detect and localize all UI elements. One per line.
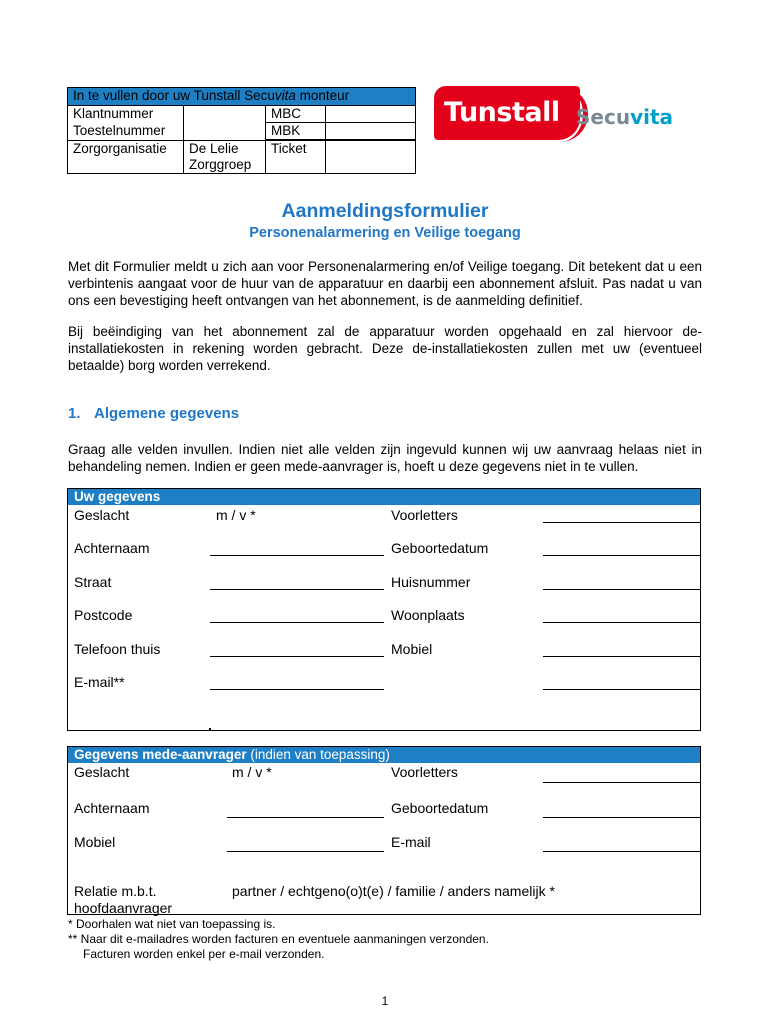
- form-uw-gegevens: [67, 488, 701, 731]
- mbk-field[interactable]: [325, 123, 415, 140]
- huisnummer-label: Huisnummer: [391, 574, 471, 590]
- section-title: Algemene gegevens: [94, 405, 240, 422]
- tunstall-logo-text: Tunstall: [444, 97, 560, 128]
- woonplaats-label: Woonplaats: [391, 607, 465, 623]
- email-label: E-mail**: [74, 674, 125, 690]
- mobiel-field[interactable]: [543, 656, 701, 657]
- header-text-suffix: monteur: [295, 88, 350, 103]
- relatie-label: [74, 883, 172, 917]
- straat-field[interactable]: [210, 589, 384, 590]
- form-header-mede-aanvrager: [68, 747, 700, 763]
- relatie-options[interactable]: partner / echtgeno(o)t(e) / familie / anders namelijk *: [232, 883, 555, 899]
- voorletters-field[interactable]: [543, 522, 701, 523]
- zorgorganisatie-value-line1: De Lelie: [189, 141, 239, 156]
- page-number: 1: [381, 994, 389, 1008]
- achternaam-label-2: Achternaam: [74, 800, 150, 816]
- klantnummer-field[interactable]: [183, 106, 265, 123]
- form-header-text: Gegevens mede-aanvrager: [74, 747, 247, 762]
- secuvita-logo-gray: Secu: [576, 105, 631, 129]
- postcode-label: Postcode: [74, 607, 133, 623]
- telefoon-thuis-label: Telefoon thuis: [74, 641, 161, 657]
- secuvita-logo-blue: vita: [630, 105, 674, 129]
- page-title: Aanmeldingsformulier: [281, 200, 489, 222]
- email-label-2: E-mail: [391, 834, 431, 850]
- info-row-klantnummer: [68, 106, 415, 123]
- geslacht-options-2[interactable]: m / v *: [232, 764, 272, 780]
- mobiel-field-2[interactable]: [227, 851, 384, 852]
- email-field[interactable]: [210, 689, 384, 690]
- intro-paragraph-2: Bij beëindiging van het abonnement zal de apparatuur worden opgehaald en zal hiervoor de-installatiekosten in rekening worden gebracht. Deze de-installatiekosten zullen met uw (eventueel betaalde) borg worden verrekend.: [68, 324, 702, 373]
- achternaam-label: Achternaam: [74, 540, 150, 556]
- geboortedatum-label: Geboortedatum: [391, 540, 489, 556]
- section-number: 1.: [68, 405, 81, 422]
- info-row-zorgorganisatie: [68, 140, 415, 173]
- toestelnummer-label: Toestelnummer: [73, 123, 166, 138]
- toestelnummer-field[interactable]: [183, 123, 265, 140]
- relatie-label-line1: Relatie m.b.t.: [74, 883, 157, 899]
- straat-label: Straat: [74, 574, 112, 590]
- woonplaats-field[interactable]: [543, 622, 701, 623]
- geboortedatum-label-2: Geboortedatum: [391, 800, 489, 816]
- geboortedatum-field[interactable]: [543, 555, 701, 556]
- mbc-label: MBC: [265, 106, 325, 123]
- secuvita-logo-text: [576, 105, 673, 129]
- achternaam-field-2[interactable]: [227, 817, 384, 818]
- postcode-field[interactable]: [210, 622, 384, 623]
- geslacht-label: Geslacht: [74, 507, 130, 523]
- form-header: Uw gegevens: [68, 489, 700, 505]
- info-row-toestelnummer: [68, 123, 415, 140]
- voorletters-label-2: Voorletters: [391, 764, 458, 780]
- voorletters-label: Voorletters: [391, 507, 458, 523]
- header-text: In te vullen door uw Tunstall Secu: [73, 88, 275, 103]
- klantnummer-label: Klantnummer: [73, 106, 154, 121]
- zorgorganisatie-label: Zorgorganisatie: [73, 141, 167, 156]
- page-subtitle: Personenalarmering en Veilige toegang: [249, 225, 521, 241]
- telefoon-thuis-field[interactable]: [210, 656, 384, 657]
- footnote-1: * Doorhalen wat niet van toepassing is.: [68, 917, 276, 931]
- mobiel-label: Mobiel: [391, 641, 433, 657]
- mobiel-label-2: Mobiel: [74, 834, 116, 850]
- email-field-2[interactable]: [543, 851, 701, 852]
- email-extra-field[interactable]: [543, 689, 701, 690]
- section-instructions: Graag alle velden invullen. Indien niet alle velden zijn ingevuld kunnen wij uw aanvraag helaas niet in behandeling nemen. Indien er geen mede-aanvrager is, hoeft u deze gegevens niet in te vullen.: [68, 442, 702, 474]
- zorgorganisatie-value-line2: Zorggroep: [189, 157, 252, 172]
- form-header-note: (indien van toepassing): [246, 747, 390, 762]
- voorletters-field-2[interactable]: [543, 782, 701, 783]
- ticket-label: Ticket: [265, 141, 325, 173]
- installer-info-table: [67, 87, 416, 174]
- footnote-2: ** Naar dit e-mailadres worden facturen en eventuele aanmaningen verzonden.: [68, 932, 489, 946]
- form-divider-dot: [209, 728, 211, 730]
- installer-info-header: [68, 88, 415, 106]
- huisnummer-field[interactable]: [543, 589, 701, 590]
- geslacht-label-2: Geslacht: [74, 764, 130, 780]
- footnote-3: Facturen worden enkel per e-mail verzonden.: [83, 947, 325, 961]
- intro-paragraph-1: Met dit Formulier meldt u zich aan voor Personenalarmering en/of Veilige toegang. Dit betekent dat u een verbintenis aangaat voor de huur van de apparatuur en daarbij een abonnement afsluit. Pas nadat u van ons een bevestiging heeft ontvangen van het abonnement, is de aanmelding definitief.: [68, 259, 702, 308]
- section-heading: [68, 405, 239, 422]
- header-italic-text: vita: [274, 88, 296, 103]
- geboortedatum-field-2[interactable]: [543, 817, 701, 818]
- tunstall-logo-block: [434, 86, 580, 140]
- mbc-field[interactable]: [325, 106, 415, 123]
- ticket-field[interactable]: [325, 141, 415, 173]
- zorgorganisatie-value: [183, 141, 265, 173]
- mbk-label: MBK: [265, 123, 325, 140]
- relatie-label-line2: hoofdaanvrager: [74, 900, 173, 916]
- geslacht-options[interactable]: m / v *: [216, 507, 256, 523]
- achternaam-field[interactable]: [210, 555, 384, 556]
